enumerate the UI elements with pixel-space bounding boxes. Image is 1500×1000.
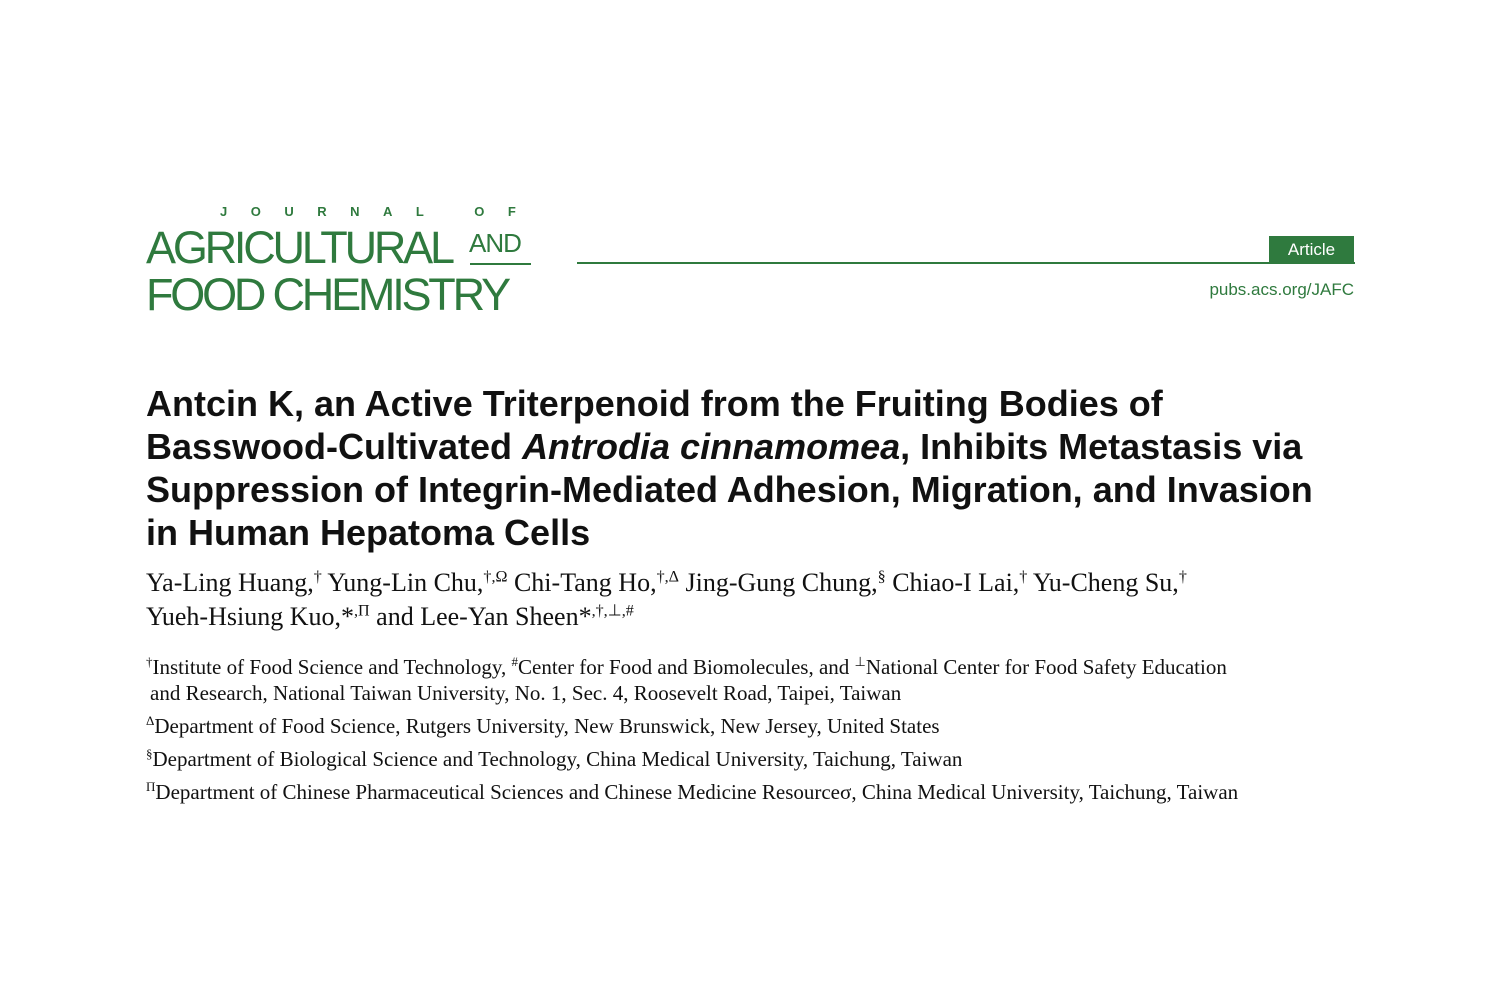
- affiliation-text: Department of Chinese Pharmaceutical Sciences and Chinese Medicine Resourceσ, China Medical University, Taichung, Taiwan: [155, 780, 1239, 804]
- logo-journal-of: JOURNAL OF: [220, 204, 540, 219]
- affiliation-ntu: [146, 654, 1366, 706]
- author-name[interactable]: and Lee-Yan Sheen*: [376, 602, 592, 631]
- logo-and: AND: [469, 228, 521, 258]
- author-name[interactable]: Yueh-Hsiung Kuo,*: [146, 602, 354, 631]
- title-species: Antrodia cinnamomea: [522, 426, 901, 467]
- affiliation-line: [146, 655, 1227, 679]
- author-affiliation-marks: †: [1019, 568, 1028, 586]
- title-line-2: [146, 425, 1366, 468]
- author-affiliation-marks: †: [313, 568, 322, 586]
- author-line-2: [146, 600, 1366, 634]
- affiliation-mark: †: [146, 654, 153, 669]
- affiliation-text: National Center for Food Safety Education: [865, 655, 1227, 679]
- author-affiliation-marks: ,†,⊥,#: [591, 602, 634, 620]
- author-name[interactable]: Chi-Tang Ho,: [513, 568, 657, 597]
- author-name[interactable]: Chiao-I Lai,: [892, 568, 1020, 597]
- author-affiliation-marks: †,Ω: [483, 568, 508, 586]
- affiliation-continuation: and Research, National Taiwan University, No. 1, Sec. 4, Roosevelt Road, Taipei, Taiwan: [150, 681, 902, 705]
- author-name[interactable]: Yu-Cheng Su,: [1032, 568, 1179, 597]
- affiliation-list: [146, 654, 1366, 812]
- title-line-3: Suppression of Integrin-Mediated Adhesion, Migration, and Invasion: [146, 469, 1313, 510]
- affiliation-cmu-biology: [146, 746, 1366, 772]
- title-line-4: in Human Hepatoma Cells: [146, 512, 591, 553]
- author-affiliation-marks: †: [1178, 568, 1187, 586]
- author-affiliation-marks: †,Δ: [656, 568, 680, 586]
- affiliation-mark: Π: [146, 779, 156, 794]
- logo-food-chemistry: FOOD CHEMISTRY: [146, 269, 508, 320]
- author-affiliation-marks: ,Π: [354, 602, 370, 620]
- author-name[interactable]: Jing-Gung Chung,: [685, 568, 878, 597]
- author-line-1: [146, 566, 1366, 600]
- affiliation-mark: §: [146, 746, 153, 761]
- logo-agricultural: AGRICULTURAL: [146, 222, 452, 273]
- affiliation-text: Institute of Food Science and Technology,: [152, 655, 512, 679]
- title-line-2-post: , Inhibits Metastasis via: [900, 426, 1303, 467]
- article-title: [146, 382, 1366, 554]
- header-rule: [577, 262, 1355, 264]
- journal-url-link[interactable]: pubs.acs.org/JAFC: [1209, 280, 1354, 299]
- author-name[interactable]: Yung-Lin Chu,: [327, 568, 484, 597]
- author-affiliation-marks: §: [877, 568, 886, 586]
- logo-and-underline: [470, 263, 531, 265]
- title-line-2-pre: Basswood-Cultivated: [146, 426, 523, 467]
- author-name[interactable]: Ya-Ling Huang,: [146, 568, 314, 597]
- article-type-badge: Article: [1269, 236, 1354, 263]
- affiliation-text: Center for Food and Biomolecules, and: [518, 655, 855, 679]
- affiliation-mark: Δ: [146, 713, 155, 728]
- affiliation-text: Department of Biological Science and Technology, China Medical University, Taichung, Taiwan: [152, 747, 963, 771]
- affiliation-cmu-pharmaceutical: [146, 779, 1366, 805]
- affiliation-mark: #: [511, 654, 518, 669]
- author-list: [146, 566, 1366, 634]
- title-line-1: Antcin K, an Active Triterpenoid from the Fruiting Bodies of: [146, 383, 1163, 424]
- affiliation-text: Department of Food Science, Rutgers University, New Brunswick, New Jersey, United States: [154, 714, 940, 738]
- affiliation-mark: ⊥: [854, 654, 866, 669]
- affiliation-rutgers: [146, 713, 1366, 739]
